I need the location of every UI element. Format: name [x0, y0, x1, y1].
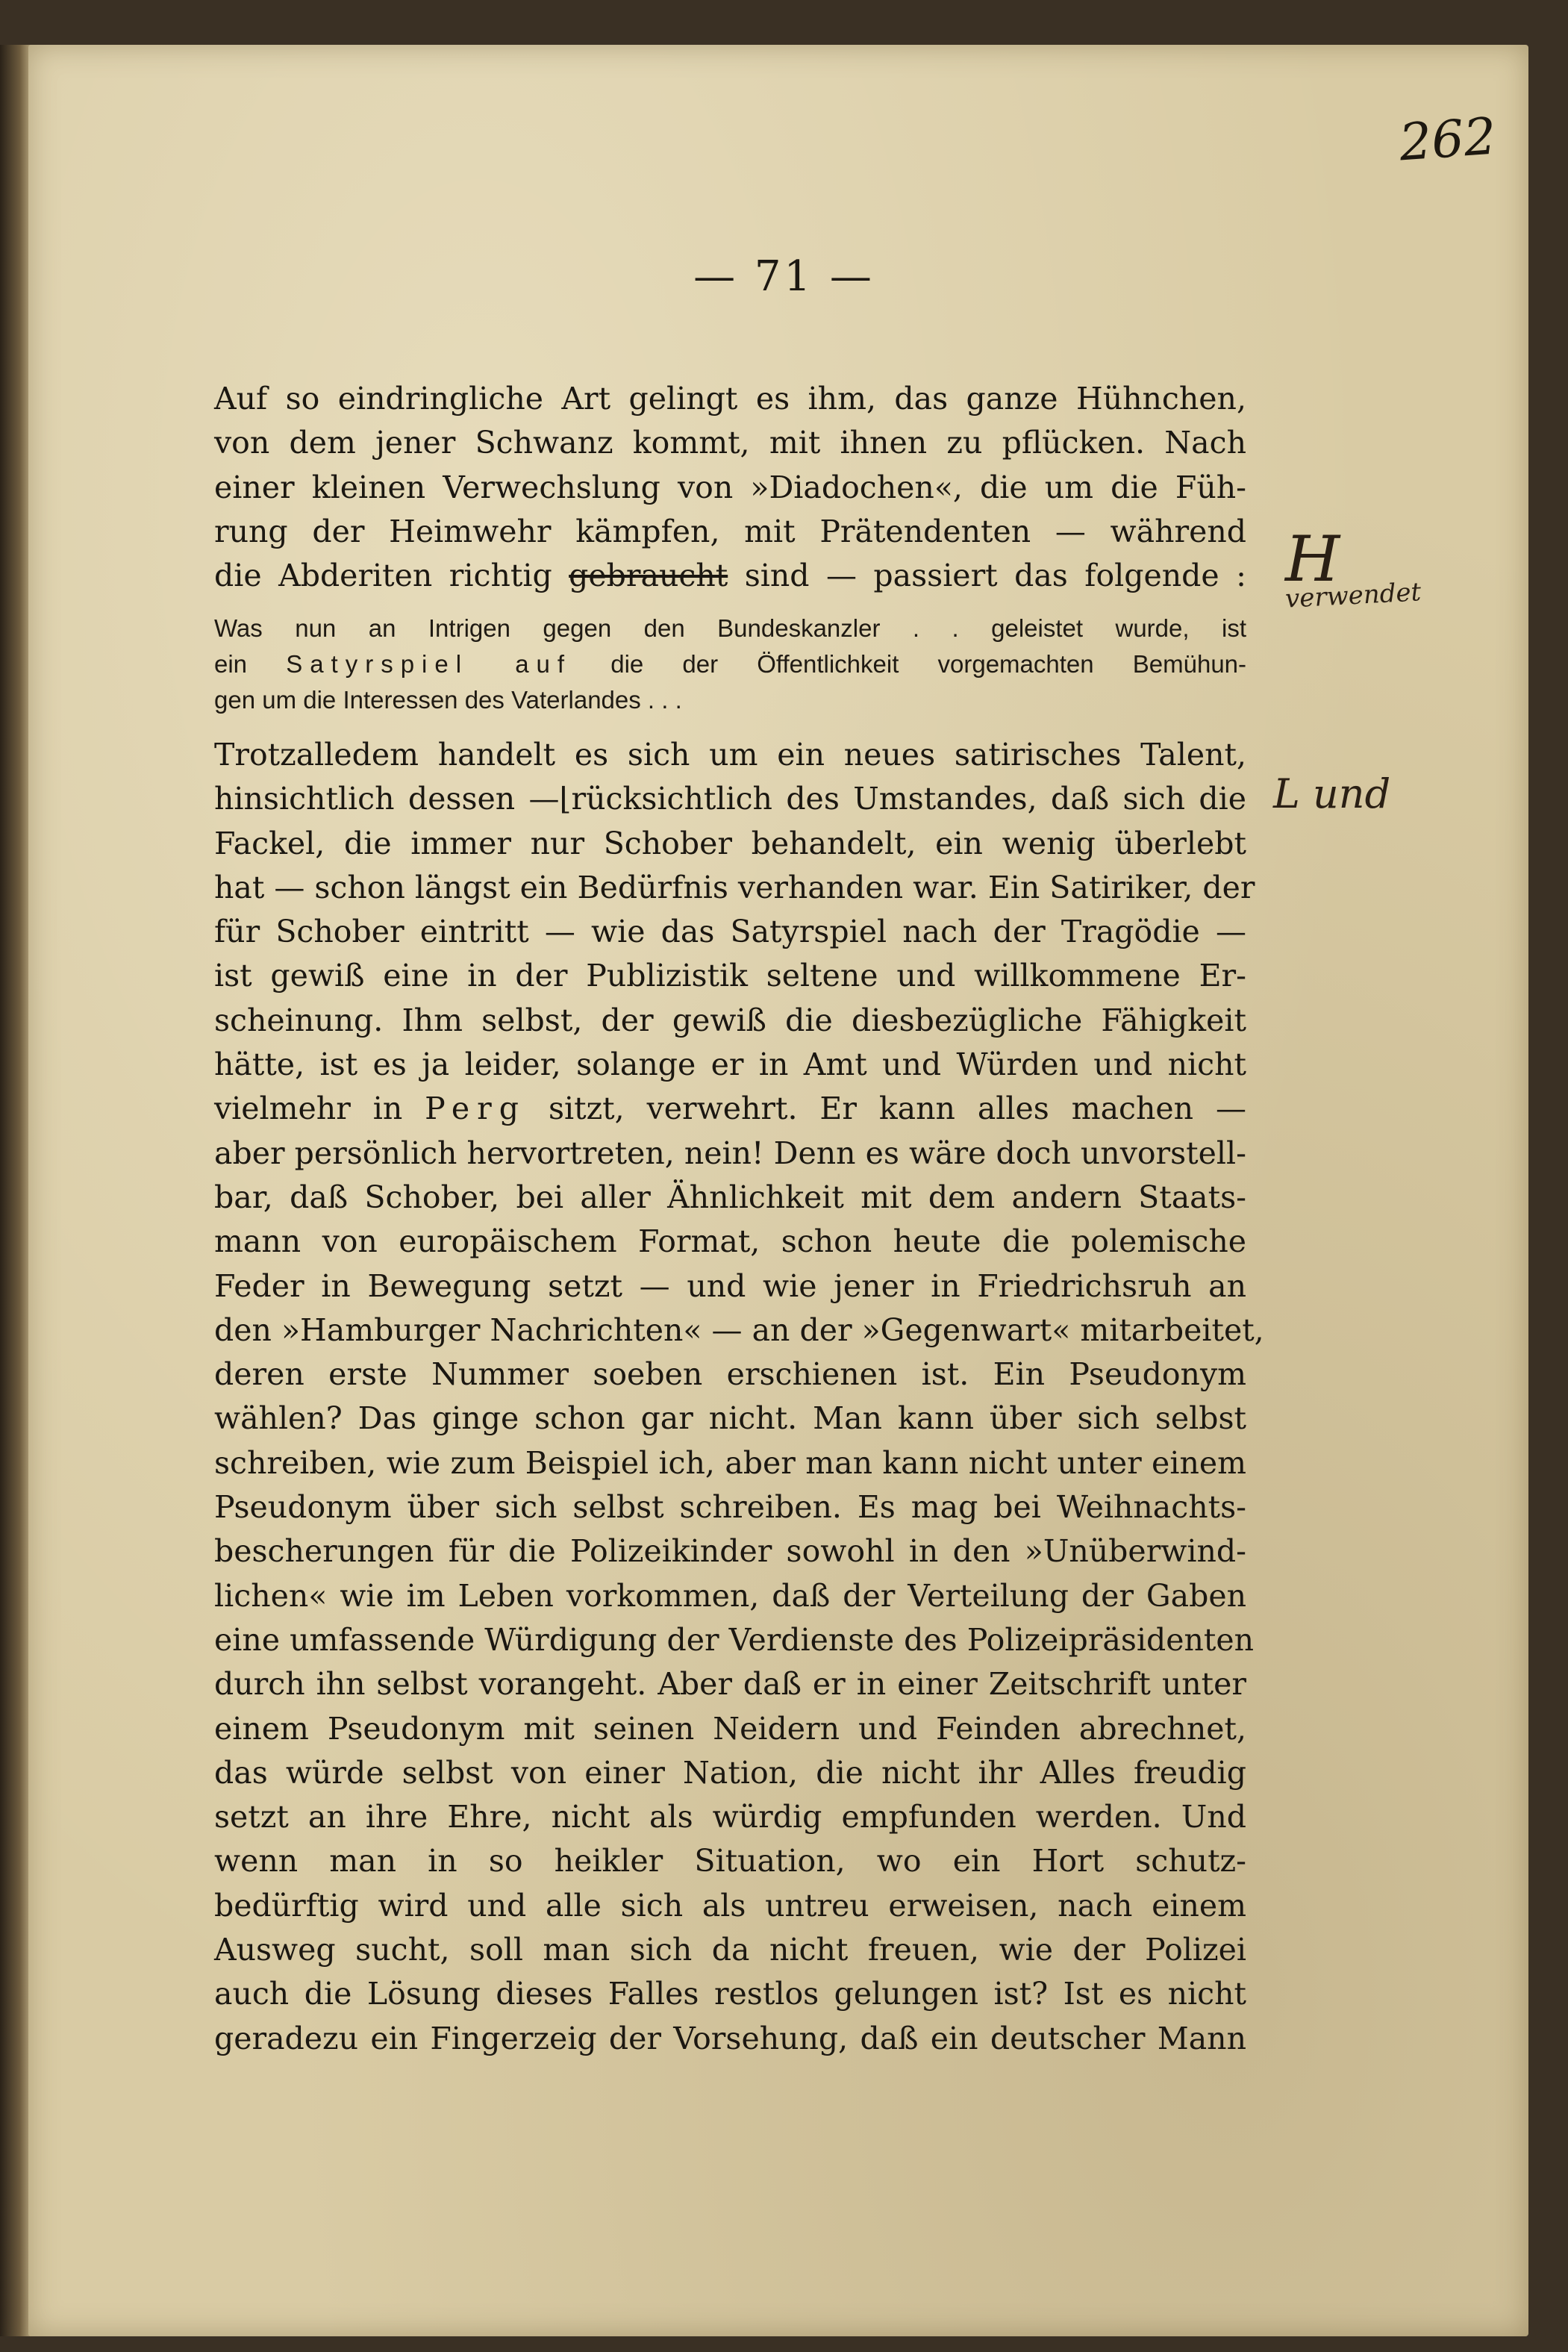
quote-line: Was nun an Intrigen gegen den Bundeskanzler . . geleistet wurde, ist — [214, 614, 1246, 642]
paragraph-1-line-with-strike — [214, 554, 1246, 598]
paragraph-2-line: auch die Lösung dieses Falles restlos gelungen ist? Ist es nicht — [214, 1976, 1246, 2012]
quote-segment: ein — [214, 650, 248, 678]
struck-word: gebraucht — [569, 558, 728, 594]
paragraph-2-line: für Schober eintritt — wie das Satyrspiel nach der Tragödie — — [214, 914, 1246, 950]
paragraph-2-line: lichen« wie im Leben vorkommen, daß der Verteilung der Gaben — [214, 1577, 1246, 1614]
quote-block — [214, 611, 1246, 718]
quote-segment: die der Öffentlichkeit vorgemachten Bemühun- — [610, 650, 1247, 678]
paragraph-2 — [214, 733, 1264, 2061]
paragraph-2-line: schreiben, wie zum Beispiel ich, aber man kann nicht unter einem — [214, 1444, 1246, 1481]
paragraph-2-line: das würde selbst von einer Nation, die nicht ihr Alles freudig — [214, 1754, 1246, 1791]
paragraph-1-line: Auf so eindringliche Art gelingt es ihm, das ganze Hühnchen, — [214, 381, 1246, 417]
paragraph-2-line: mann von europäischem Format, schon heute die polemische — [214, 1223, 1246, 1260]
paragraph-2-line: geradezu ein Fingerzeig der Vorsehung, daß ein deutscher Mann — [214, 2020, 1246, 2056]
paragraph-2-line: durch ihn selbst vorangeht. Aber daß er in einer Zeitschrift unter — [214, 1666, 1246, 1703]
paragraph-2-line: eine umfassende Würdigung der Verdienste des Polizeipräsidenten — [214, 1621, 1255, 1658]
paragraph-2-line: Ausweg sucht, soll man sich da nicht freuen, wie der Polizei — [214, 1932, 1246, 1968]
paragraph-2-line: hat — schon längst ein Bedürfnis verhanden war. Ein Satiriker, der — [214, 869, 1255, 905]
paragraph-2-line: wählen? Das ginge schon gar nicht. Man kann über sich selbst — [214, 1400, 1246, 1437]
paragraph-2-line: wenn man in so heikler Situation, wo ein Hort schutz- — [214, 1843, 1246, 1880]
paragraph-2-line: bar, daß Schober, bei aller Ähnlichkeit mit dem andern Staats- — [214, 1179, 1246, 1215]
line-segment: die Abderiten richtig — [214, 558, 552, 594]
quote-line-spaced — [214, 646, 1246, 682]
paragraph-2-line: deren erste Nummer soeben erschienen ist. Ein Pseudonym — [214, 1356, 1246, 1393]
paragraph-2-line: Pseudonym über sich selbst schreiben. Es mag bei Weihnachts- — [214, 1489, 1246, 1526]
paragraph-2-line: ist gewiß eine in der Publizistik seltene und willkommene Er- — [214, 958, 1246, 994]
paragraph-2-line: einem Pseudonym mit seinen Neidern und Feinden abrechnet, — [214, 1710, 1246, 1747]
page-number: — 71 — — [693, 252, 875, 301]
paragraph-1-line: rung der Heimwehr kämpfen, mit Prätendenten — während — [214, 513, 1246, 549]
paragraph-2-line: bedürftig wird und alle sich als untreu erweisen, nach einem — [214, 1887, 1246, 1924]
line-segment: vielmehr in — [214, 1091, 403, 1127]
quote-line: gen um die Interessen des Vaterlandes . . . — [214, 686, 682, 714]
paragraph-2-line: scheinung. Ihm selbst, der gewiß die diesbezügliche Fähigkeit — [214, 1002, 1246, 1038]
paragraph-2-line: Trotzalledem handelt es sich um ein neues satirisches Talent, — [214, 737, 1246, 773]
paragraph-2-line: Feder in Bewegung setzt — und wie jener in Friedrichsruh an — [214, 1267, 1246, 1304]
paragraph-2-line: hinsichtlich dessen —⌊rücksichtlich des Umstandes, daß sich die — [214, 781, 1246, 817]
line-segment: sitzt, verwehrt. Er kann alles machen — — [548, 1091, 1246, 1127]
margin-note-insertion: L und — [1273, 770, 1391, 817]
spaced-word: Perg — [425, 1091, 527, 1127]
paragraph-2-line: den »Hamburger Nachrichten« — an der »Gegenwart« mitarbeitet, — [214, 1311, 1264, 1348]
quote-spaced-words: Satyrspiel auf — [286, 650, 572, 678]
paragraph-1-line: von dem jener Schwanz kommt, mit ihnen zu pflücken. Nach — [214, 425, 1246, 461]
paragraph-2-line: setzt an ihre Ehre, nicht als würdig empfunden werden. Und — [214, 1799, 1246, 1835]
line-segment: sind — passiert das folgende : — [744, 558, 1246, 594]
margin-note-word: verwendet — [1284, 577, 1422, 614]
paragraph-2-line: bescherungen für die Polizeikinder sowohl in den »Unüberwind- — [214, 1533, 1246, 1570]
paragraph-2-line: Fackel, die immer nur Schober behandelt, ein wenig überlebt — [214, 825, 1246, 861]
folio-handwritten-number: 262 — [1397, 107, 1499, 173]
paragraph-1 — [214, 377, 1246, 598]
paragraph-2-line: hätte, ist es ja leider, solange er in Amt und Würden und nicht — [214, 1046, 1246, 1083]
margin-note-mark: H — [1285, 523, 1340, 596]
paragraph-2-line: aber persönlich hervortreten, nein! Denn es wäre doch unvorstell- — [214, 1135, 1246, 1171]
paragraph-1-line: einer kleinen Verwechslung von »Diadochen«, die um die Füh- — [214, 469, 1246, 505]
paragraph-2-line-spaced — [214, 1087, 1246, 1131]
